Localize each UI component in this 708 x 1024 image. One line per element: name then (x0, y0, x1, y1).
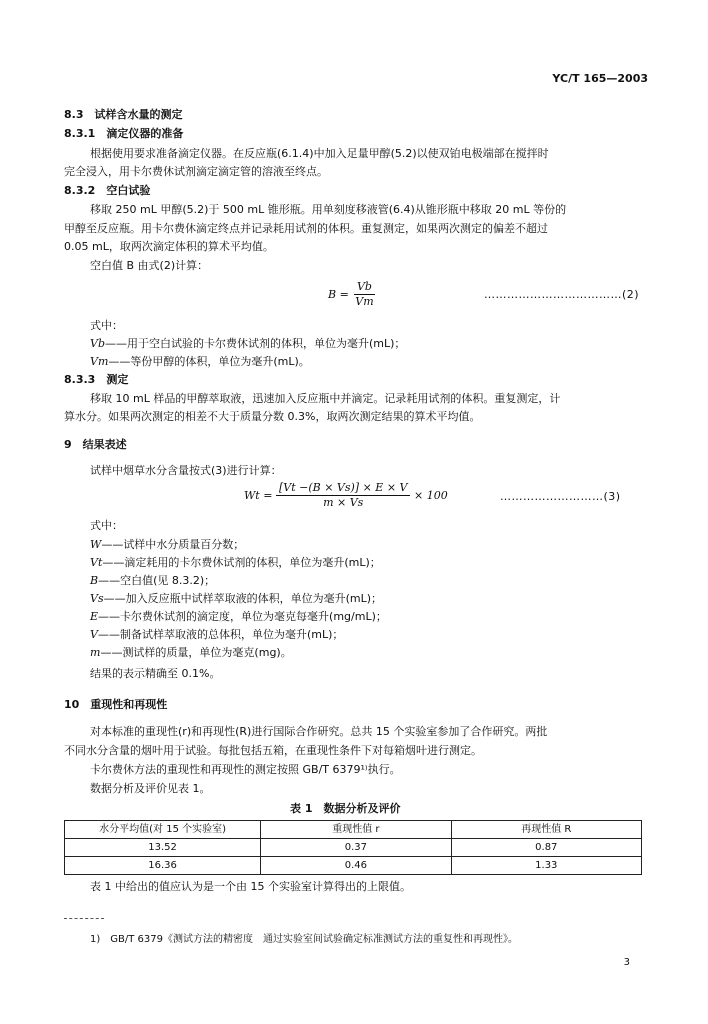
section-8-3-2-title: 8.3.2 空白试验 (64, 184, 151, 197)
section-8-3-3-para-line: 移取 10 mL 样品的甲醇萃取液，迅速加入反应瓶中并滴定。记录耗用试剂的体积。重复测定，计 (90, 392, 561, 405)
table-cell: 0.46 (261, 857, 451, 875)
footnote: 1) GB/T 6379《测试方法的精密度 通过实验室间试验确定标准测试方法的重复性和再现性》。 (90, 934, 518, 945)
variable-description: ——制备试样萃取液的总体积，单位为毫升(mL)； (97, 628, 344, 641)
variable-symbol: m (90, 646, 101, 659)
table-cell: 16.36 (65, 857, 261, 875)
variable-description: ——卡尔费休试剂的滴定度，单位为毫克每毫升(mg/mL)； (98, 610, 387, 623)
table-row (65, 839, 642, 857)
table-cell: 0.37 (261, 839, 451, 857)
formula-3-fraction (276, 481, 411, 511)
formula-2-denominator: Vm (355, 295, 374, 309)
section-8-3-2-para-line: 甲醇至反应瓶。用卡尔费休滴定终点并记录耗用试剂的体积。重复测定，如果两次测定的偏差不超过 (64, 222, 548, 235)
variable-description: ——用于空白试验的卡尔费休试剂的体积，单位为毫升(mL)； (105, 337, 406, 350)
formula-2-fraction (352, 280, 376, 310)
variable-symbol: E (90, 610, 99, 623)
variable-symbol: Vb (90, 337, 105, 350)
variable-symbol: Vs (90, 592, 104, 605)
variable-symbol: Vm (90, 355, 109, 368)
section-8-3-2-para-line: 移取 250 mL 甲醇(5.2)于 500 mL 锥形瓶。用单刻度移液管(6.4)从锥形瓶中移取 20 mL 等份的 (90, 203, 567, 216)
section-8-3-3-para-line: 算水分。如果两次测定的相差不大于质量分数 0.3%，取两次测定结果的算术平均值。 (64, 410, 481, 423)
section-10-para-line: 不同水分含量的烟叶用于试验。每批包括五箱，在重现性条件下对每箱烟叶进行测定。 (64, 744, 482, 757)
where-label: 式中： (90, 519, 123, 532)
variable-symbol: W (90, 538, 102, 551)
table-cell: 13.52 (65, 839, 261, 857)
variable-definition (90, 336, 405, 353)
table-cell: 0.87 (451, 839, 641, 857)
variable-symbol: B (90, 574, 99, 587)
footnote-separator (64, 918, 104, 919)
variable-definition (90, 554, 387, 572)
variable-description: ——等份甲醇的体积，单位为毫升(mL)。 (108, 355, 310, 368)
variable-description: ——试样中水分质量百分数； (101, 538, 245, 551)
section-8-3-1-para-line: 根据使用要求准备滴定仪器。在反应瓶(6.1.4)中加入足量甲醇(5.2)以使双铂电极端部在搅拌时 (90, 147, 549, 160)
table-row (65, 857, 642, 875)
formula-2-lhs: B = (328, 287, 349, 301)
variable-description: ——测试样的质量，单位为毫克(mg)。 (100, 646, 292, 659)
table-note: 表 1 中给出的值应认为是一个由 15 个实验室计算得出的上限值。 (90, 880, 411, 893)
table-header-cell: 水分平均值(对 15 个实验室) (65, 821, 261, 839)
doc-id-header: YC/T 165—2003 (552, 72, 648, 85)
section-8-3-1-title: 8.3.1 滴定仪器的准备 (64, 127, 184, 140)
section-10-para-line: 对本标准的重现性(r)和再现性(R)进行国际合作研究。总共 15 个实验室参加了合作研究。两批 (90, 725, 548, 738)
formula-3-number: ………………………(3) (500, 490, 621, 503)
variable-definition (90, 626, 387, 644)
formula-2-number: ………………………………(2) (484, 288, 640, 301)
variable-symbol: Vt (90, 556, 103, 569)
section-8-3-1-para-line: 完全浸入，用卡尔费休试剂滴定滴定管的溶液至终点。 (64, 165, 328, 178)
section-9-intro: 试样中烟草水分含量按式(3)进行计算： (90, 464, 282, 477)
precision-note: 结果的表示精确至 0.1%。 (90, 667, 221, 680)
formula-3-multiplier: × 100 (413, 488, 448, 502)
formula-3-numerator: [Vt −(B × Vs)] × E × V (276, 481, 411, 496)
section-10-para-line: 卡尔费休方法的重现性和再现性的测定按照 GB/T 6379¹⁾执行。 (90, 763, 401, 776)
section-10-title: 10 重现性和再现性 (64, 698, 168, 711)
table-caption: 表 1 数据分析及评价 (290, 802, 401, 815)
formula-3 (244, 481, 448, 511)
formula-2-numerator: Vb (354, 280, 375, 295)
variable-definition (90, 354, 310, 371)
section-8-3-title: 8.3 试样含水量的测定 (64, 108, 183, 121)
formula-2 (328, 280, 377, 310)
page-number: 3 (623, 957, 630, 968)
section-8-3-2-para-line: 空白值 B 由式(2)计算： (90, 259, 209, 272)
table-cell: 1.33 (451, 857, 641, 875)
section-9-title: 9 结果表述 (64, 438, 127, 451)
table-header-cell: 重现性值 r (261, 821, 451, 839)
variable-description: ——空白值(见 8.3.2)； (98, 574, 216, 587)
section-8-3-2-para-line: 0.05 mL，取两次滴定体积的算术平均值。 (64, 240, 274, 253)
where-label: 式中： (90, 319, 123, 332)
formula-3-lhs: Wt = (244, 488, 273, 502)
variable-description: ——滴定耗用的卡尔费休试剂的体积，单位为毫升(mL)； (102, 556, 381, 569)
variable-description: ——加入反应瓶中试样萃取液的体积，单位为毫升(mL)； (103, 592, 383, 605)
table-header-row (65, 821, 642, 839)
variable-definition (90, 536, 387, 554)
formula-3-denominator: m × Vs (323, 496, 364, 510)
variable-definition (90, 644, 387, 662)
table-header-cell: 再现性值 R (451, 821, 641, 839)
data-table (64, 820, 642, 875)
section-8-3-3-title: 8.3.3 测定 (64, 373, 129, 386)
variable-symbol: V (90, 628, 98, 641)
section-10-para-line: 数据分析及评价见表 1。 (90, 782, 211, 795)
variable-definition (90, 572, 387, 590)
variable-definition (90, 608, 387, 626)
variable-list (90, 536, 387, 662)
variable-definition (90, 590, 387, 608)
